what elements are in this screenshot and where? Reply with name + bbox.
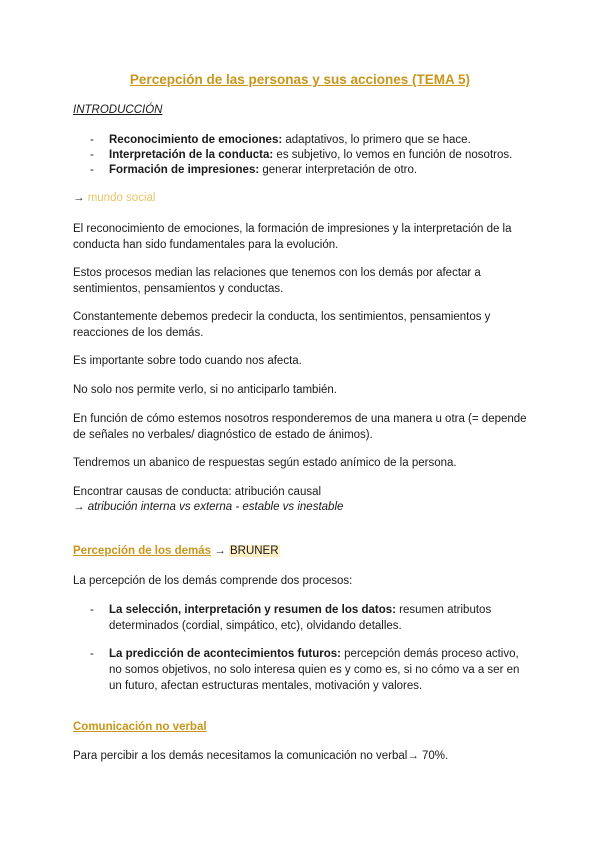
mundo-social-line	[73, 192, 155, 204]
bullet-dash: -	[90, 164, 94, 176]
comunicacion-paragraph	[73, 748, 543, 764]
paragraph: Estos procesos median las relaciones que tenemos con los demás por afectar a sentimientos, pensamientos y conductas.	[73, 267, 481, 295]
bullet-dash: -	[90, 648, 94, 660]
arrow-icon: →	[214, 545, 226, 557]
bullet-text: resumen atributos determinados (cordial, simpático, etc), olvidando detalles.	[109, 604, 492, 632]
bullet-text: percepción demás proceso activo, no somos objetivos, no solo interesa quien es y como es, si no cómo va a ser en un futuro, afectan estructuras mentales, motivación y valores.	[109, 648, 520, 692]
paragraph: La percepción de los demás comprende dos procesos:	[73, 575, 353, 587]
comunicacion-text: Para percibir a los demás necesitamos la comunicación no verbal	[73, 750, 408, 762]
attribution-line: → atribución interna vs externa - estable vs inestable	[73, 501, 344, 513]
bullet-dash: -	[90, 149, 94, 161]
mundo-social-label: mundo social	[87, 192, 156, 204]
paragraph: En función de cómo estemos nosotros responderemos de una manera u otra (= depende de señales no verbales/ diagnóstico de estado de ánimos).	[73, 413, 527, 441]
comunicacion-percentage: 70%.	[422, 750, 449, 762]
bruner-highlight: BRUNER	[229, 545, 279, 557]
bullet-text: adaptativos, lo primero que se hace.	[282, 134, 471, 146]
document-title: Percepción de las personas y sus acciones (TEMA 5)	[129, 72, 471, 87]
section-percepcion-heading	[73, 543, 528, 559]
section-comunicacion-heading	[73, 719, 528, 735]
bullet-text: generar interpretación de otro.	[259, 164, 418, 176]
bullet-dash: -	[90, 604, 94, 616]
bullet-term: La selección, interpretación y resumen de los datos:	[109, 604, 396, 616]
paragraph: No solo nos permite verlo, si no anticiparlo también.	[73, 384, 337, 396]
arrow-icon: →	[407, 750, 419, 762]
paragraph: El reconocimiento de emociones, la formación de impresiones y la interpretación de la conducta han sido fundamentales para la evolución.	[73, 223, 512, 251]
bullet-term: La predicción de acontecimientos futuros:	[109, 648, 341, 660]
paragraph: Tendremos un abanico de respuestas según estado anímico de la persona.	[73, 457, 457, 469]
paragraph: Constantemente debemos predecir la conducta, los sentimientos, pensamientos y reacciones de los demás.	[73, 311, 491, 339]
arrow-icon: →	[73, 192, 85, 204]
bullet-term: Interpretación de la conducta:	[109, 149, 274, 161]
section-title: Percepción de los demás	[73, 545, 212, 557]
bullet-text: es subjetivo, lo vemos en función de nosotros.	[273, 149, 513, 161]
bullet-term: Reconocimiento de emociones:	[109, 134, 283, 146]
bullet-term: Formación de impresiones:	[109, 164, 260, 176]
intro-heading: INTRODUCCIÓN	[73, 104, 163, 116]
paragraph: Encontrar causas de conducta: atribución causal	[73, 486, 322, 498]
paragraph: Es importante sobre todo cuando nos afecta.	[73, 355, 302, 367]
bullet-dash: -	[90, 134, 94, 146]
section-title: Comunicación no verbal	[73, 721, 207, 733]
